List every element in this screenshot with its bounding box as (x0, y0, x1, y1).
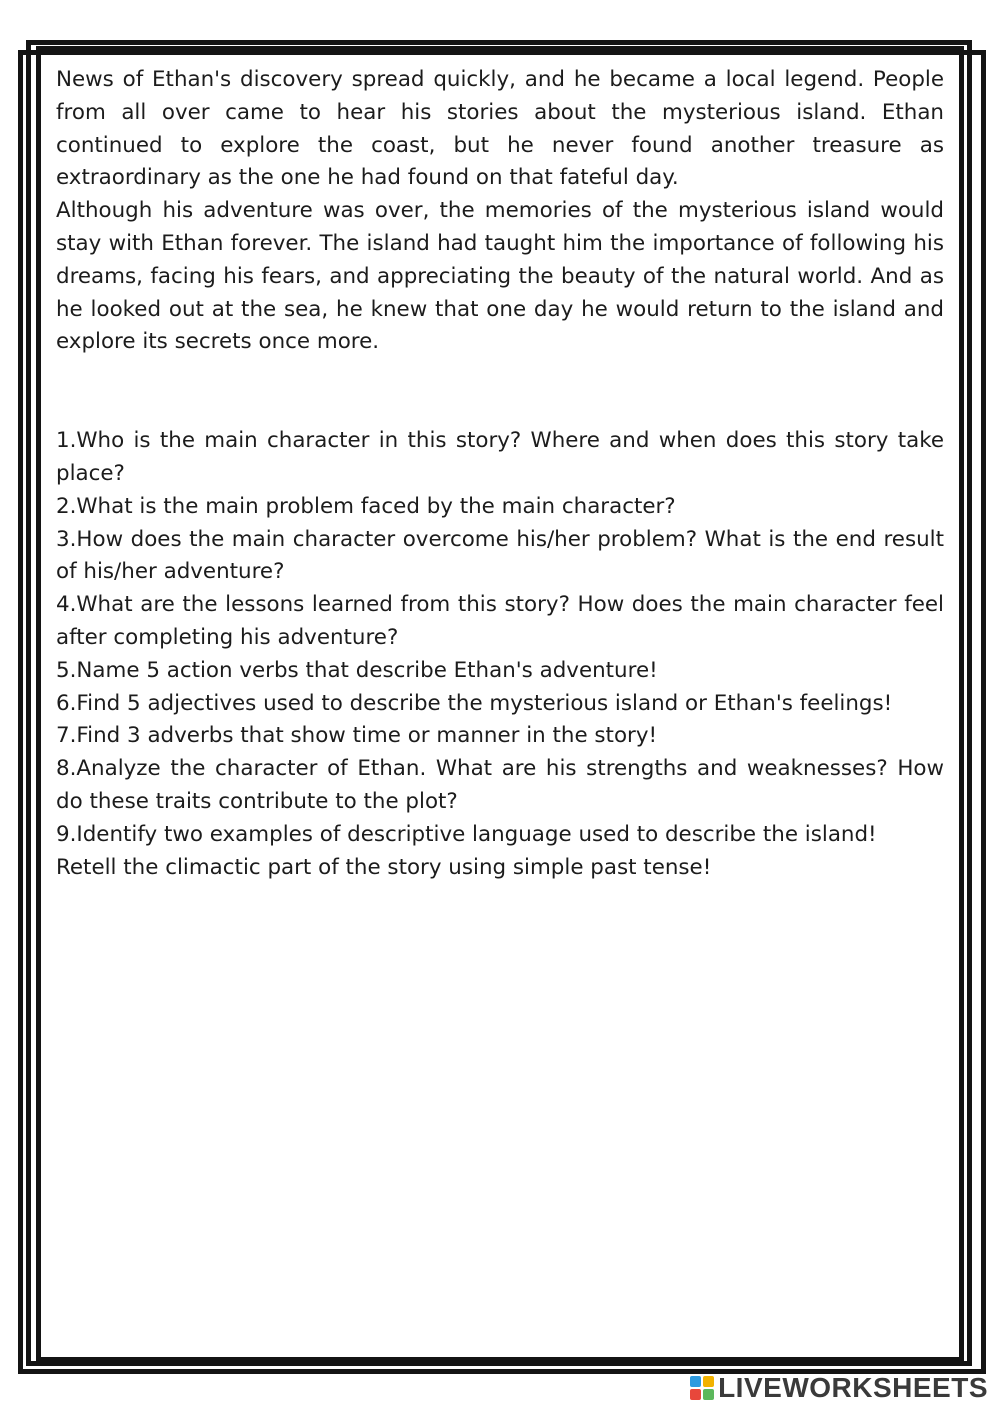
worksheet-content (56, 64, 944, 884)
question-7: 7.Find 3 adverbs that show time or manner in the story! (56, 723, 658, 749)
question-2: 2.What is the main problem faced by the main character? (56, 493, 676, 519)
question-9: 9.Identify two examples of descriptive language used to describe the island! (56, 821, 877, 847)
brand-name: LIVEWORKSHEETS (718, 1372, 988, 1403)
liveworksheets-logo-icon (690, 1376, 714, 1400)
liveworksheets-brand (690, 1368, 988, 1408)
logo-square-v (690, 1389, 701, 1400)
question-6: 6.Find 5 adjectives used to describe the mysterious island or Ethan's feelings! (56, 690, 893, 716)
question-1: 1.Who is the main character in this story? Where and when does this story take place? (56, 428, 944, 486)
logo-square-e (703, 1389, 714, 1400)
story-paragraph: News of Ethan's discovery spread quickly, and he became a local legend. People from all over came to hear his stories about the mysterious island. Ethan continued to explore the coast, but he never found another treasure as extraordinary as the one he had found on that fateful day. (56, 67, 944, 191)
question-5: 5.Name 5 action verbs that describe Ethan's adventure! (56, 657, 658, 683)
section-spacer (56, 359, 944, 425)
story-paragraph: Although his adventure was over, the memories of the mysterious island would stay with Ethan forever. The island had taught him the importance of following his dreams, facing his fears, and appreciating the beauty of the natural world. And as he looked out at the sea, he knew that one day he would return to the island and explore its secrets once more. (56, 198, 944, 355)
question-10: Retell the climactic part of the story using simple past tense! (56, 854, 712, 880)
question-3: 3.How does the main character overcome his/her problem? What is the end result of his/her adventure? (56, 526, 944, 585)
logo-square-l (690, 1376, 701, 1387)
question-4: 4.What are the lessons learned from this story? How does the main character feel after completing his adventure? (56, 592, 944, 650)
question-8: 8.Analyze the character of Ethan. What are his strengths and weaknesses? How do these traits contribute to the plot? (56, 756, 944, 814)
logo-square-i (703, 1376, 714, 1387)
